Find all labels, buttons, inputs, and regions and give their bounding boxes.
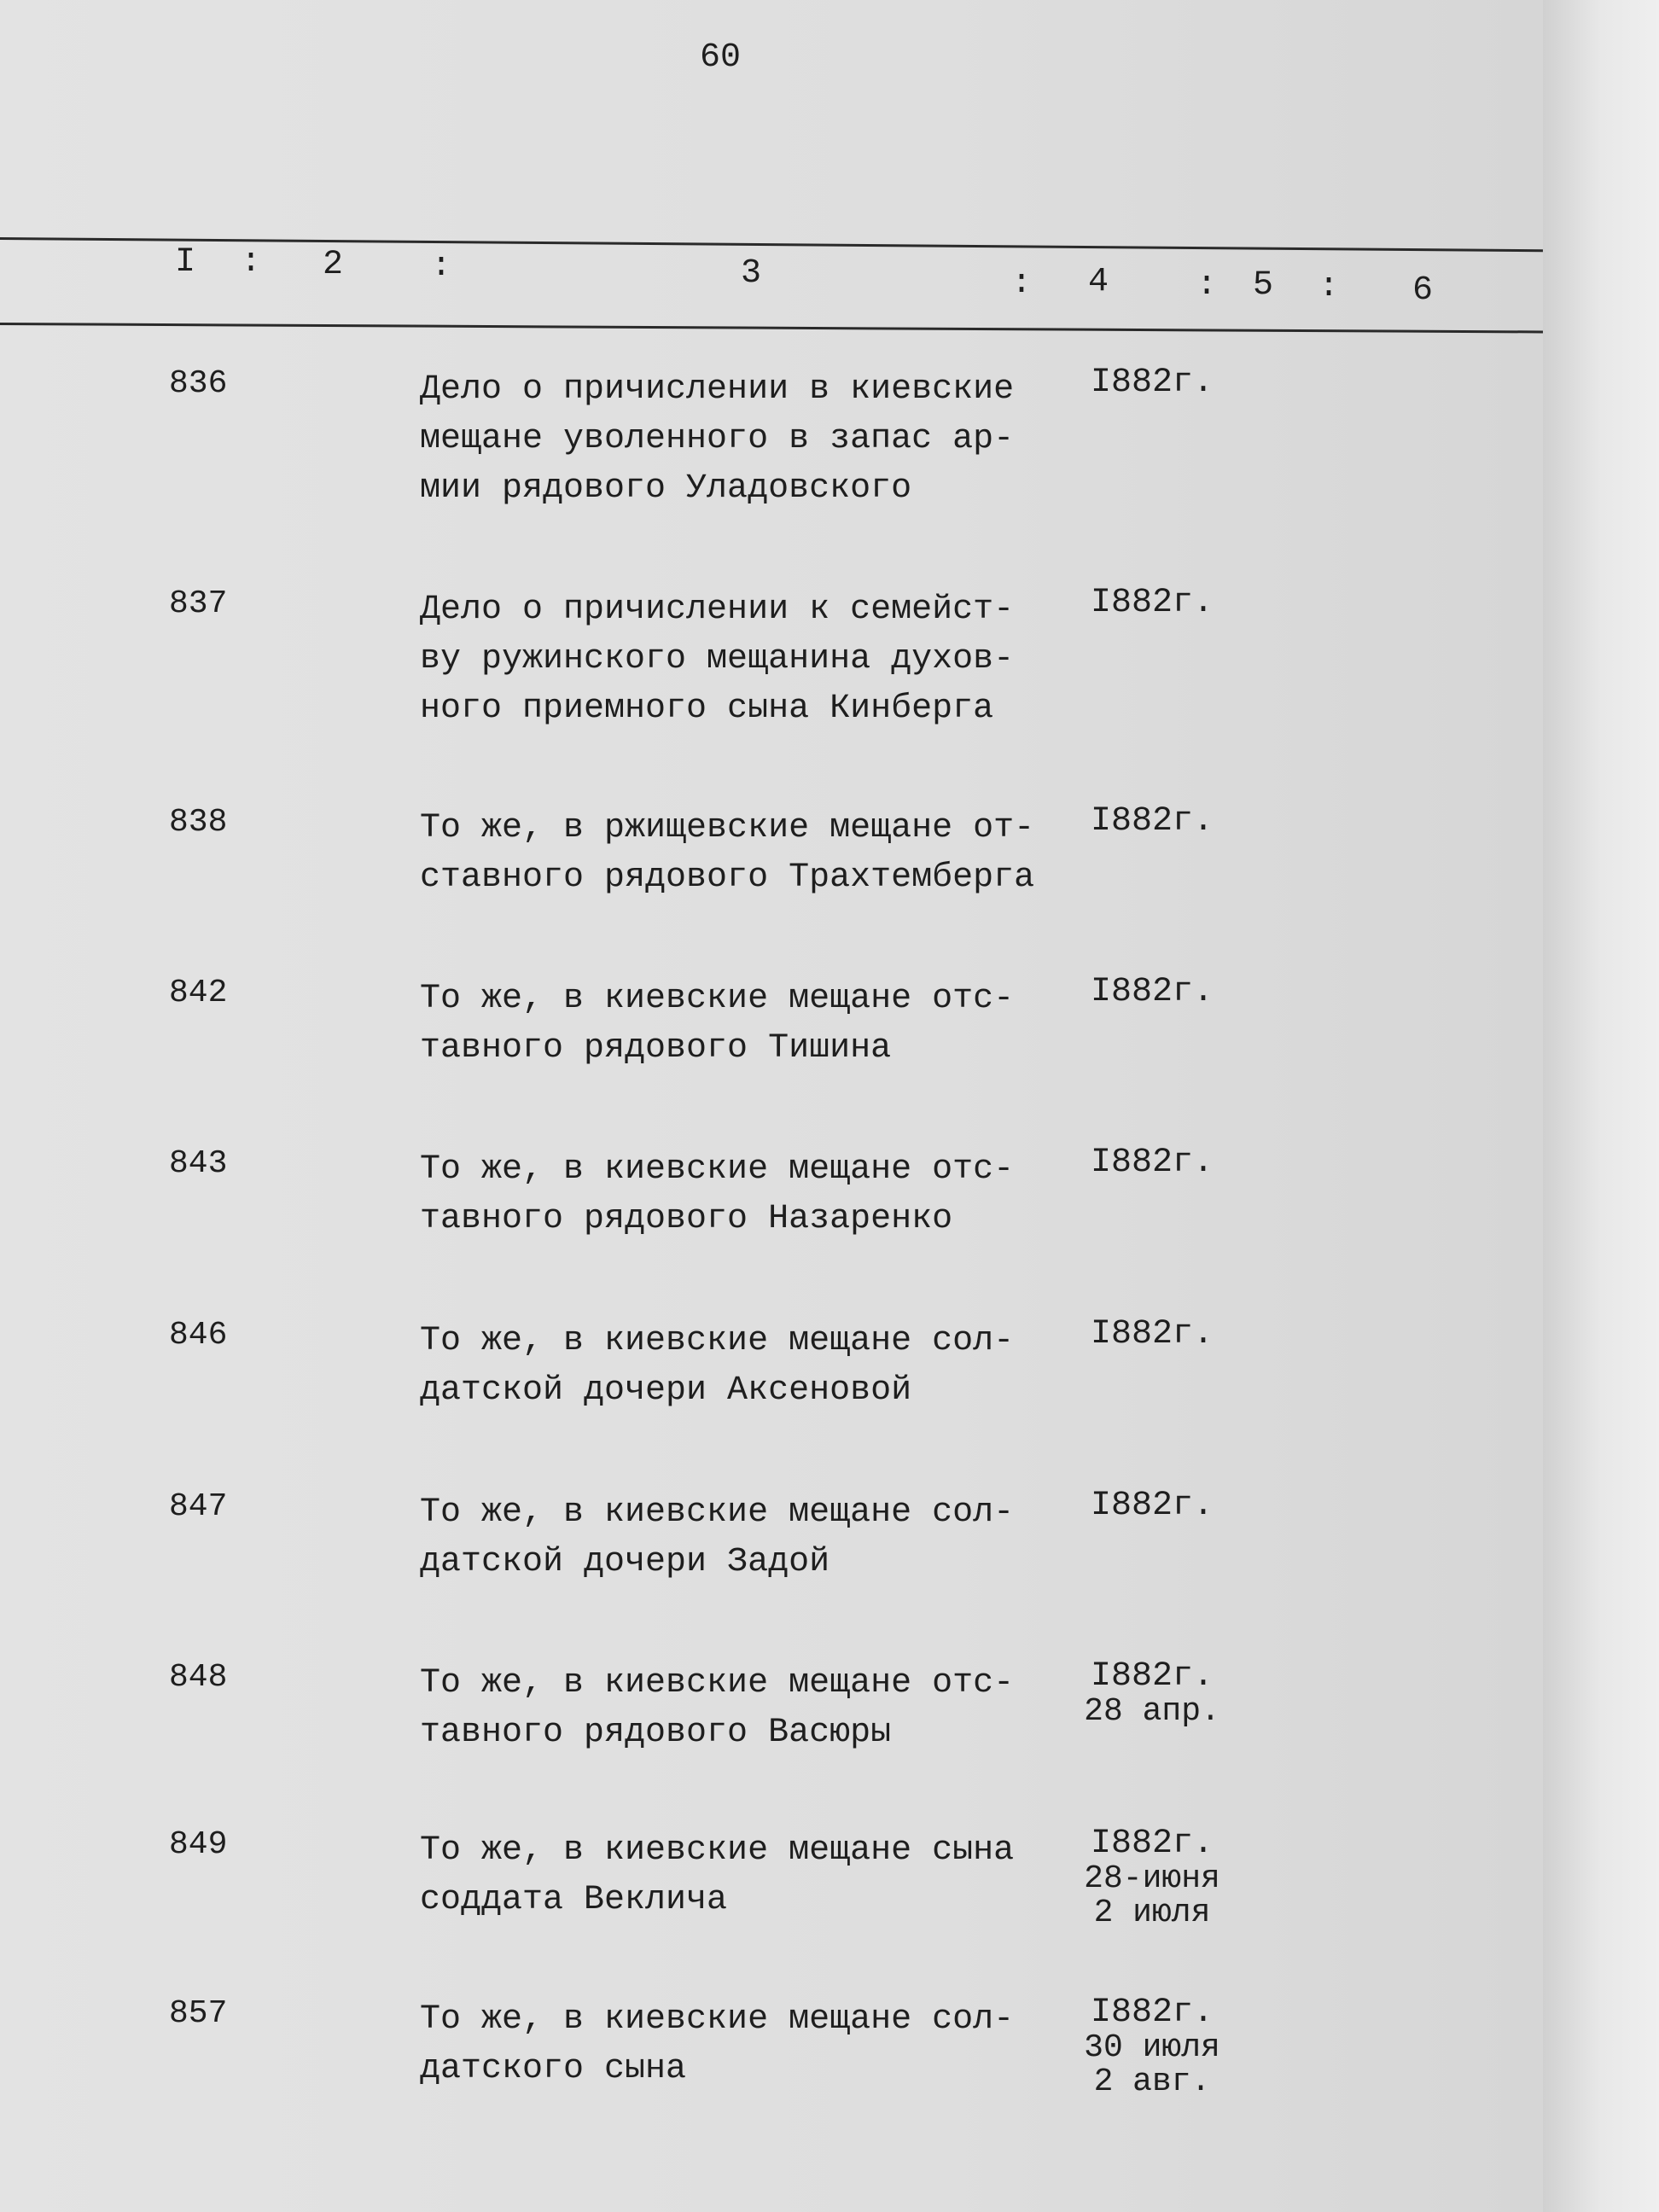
entry-description <box>420 1995 1068 2094</box>
entry-number: 848 <box>169 1659 228 1696</box>
column-separator: : <box>1318 268 1340 306</box>
entry-day: 28 апр. <box>1084 1693 1220 1730</box>
entry-number: 837 <box>169 585 228 622</box>
entry-line: То же, в ржищевские мещане от- <box>420 809 1035 847</box>
column-separator: : <box>241 243 262 282</box>
entry-description <box>420 365 1068 514</box>
entry-description <box>420 1488 1068 1587</box>
column-header-6: 6 <box>1412 271 1434 310</box>
column-header-4: 4 <box>1088 263 1109 301</box>
entry-day: 28-июня <box>1084 1860 1220 1897</box>
entry-year: I882г. <box>1090 584 1214 622</box>
entry-date <box>1067 1488 1237 1524</box>
entry-date <box>1067 975 1237 1010</box>
entry-line: То же, в киевские мещане сол- <box>420 1493 1015 1532</box>
entry-line: мещане уволенного в запас ар- <box>420 420 1015 458</box>
header-bottom-rule <box>0 323 1543 333</box>
entry-day: 2 июля <box>1093 1895 1211 1931</box>
entry-year: I882г. <box>1090 973 1214 1011</box>
entry-description <box>420 1145 1068 1244</box>
entry-line: То же, в киевские мещане отс- <box>420 980 1015 1018</box>
entry-number: 843 <box>169 1145 228 1182</box>
entry-number: 847 <box>169 1488 228 1525</box>
entry-year: I882г. <box>1090 1487 1214 1525</box>
entry-number: 846 <box>169 1317 228 1353</box>
entry-line: ставного рядового Трахтемберга <box>420 859 1035 897</box>
entry-description <box>420 1659 1068 1758</box>
entry-line: тавного рядового Тишина <box>420 1029 892 1068</box>
entry-day: 2 авг. <box>1093 2064 1211 2100</box>
column-header-1: I <box>175 243 196 282</box>
entry-description <box>420 1317 1068 1416</box>
entry-line: датского сына <box>420 2050 687 2088</box>
entry-line: То же, в киевские мещане сол- <box>420 2000 1015 2039</box>
entry-line: датской дочери Аксеновой <box>420 1371 912 1410</box>
entry-date <box>1067 365 1237 401</box>
entry-year: I882г. <box>1090 1825 1214 1863</box>
entry-date <box>1067 1317 1237 1353</box>
entry-year: I882г. <box>1090 1144 1214 1182</box>
entry-date <box>1067 585 1237 621</box>
entry-year: I882г. <box>1090 1994 1214 2032</box>
entry-date <box>1067 1659 1237 1729</box>
header-top-rule <box>0 237 1543 252</box>
column-header-3: 3 <box>741 254 762 293</box>
entry-number: 849 <box>169 1826 228 1863</box>
entry-line: ного приемного сына Кинберга <box>420 690 994 728</box>
entry-line: тавного рядового Васюры <box>420 1714 892 1752</box>
entry-description <box>420 975 1068 1074</box>
page-edge <box>1543 0 1659 2212</box>
entry-line: То же, в киевские мещане сына <box>420 1831 1015 1870</box>
entry-number: 857 <box>169 1995 228 2032</box>
entry-line: Дело о причислении в киевские <box>420 370 1015 409</box>
entry-description <box>420 804 1068 903</box>
entry-line: ву ружинского мещанина духов- <box>420 640 1015 678</box>
column-separator: : <box>1196 266 1218 305</box>
entry-line: Дело о причислении к семейст- <box>420 591 1015 629</box>
entry-line: соддата Веклича <box>420 1881 728 1919</box>
entry-year: I882г. <box>1090 364 1214 402</box>
entry-number: 838 <box>169 804 228 841</box>
entry-day: 30 июля <box>1084 2029 1220 2066</box>
entry-year: I882г. <box>1090 802 1214 841</box>
entry-date <box>1067 1995 1237 2099</box>
entry-line: датской дочери Задой <box>420 1543 830 1581</box>
entry-line: То же, в киевские мещане сол- <box>420 1322 1015 1360</box>
entry-line: То же, в киевские мещане отс- <box>420 1664 1015 1703</box>
entry-date <box>1067 1826 1237 1930</box>
entry-date <box>1067 1145 1237 1181</box>
entry-date <box>1067 804 1237 840</box>
entry-year: I882г. <box>1090 1657 1214 1696</box>
column-separator: : <box>431 247 452 286</box>
entry-line: То же, в киевские мещане отс- <box>420 1150 1015 1189</box>
entry-number: 842 <box>169 975 228 1011</box>
page-number: 60 <box>700 38 742 77</box>
entry-description <box>420 585 1068 734</box>
entry-line: тавного рядового Назаренко <box>420 1200 953 1238</box>
entry-year: I882г. <box>1090 1315 1214 1353</box>
entry-description <box>420 1826 1068 1925</box>
entry-number: 836 <box>169 365 228 402</box>
column-separator: : <box>1011 265 1033 303</box>
column-header-5: 5 <box>1253 266 1274 305</box>
column-header-2: 2 <box>323 246 344 284</box>
entry-line: мии рядового Уладовского <box>420 469 912 508</box>
